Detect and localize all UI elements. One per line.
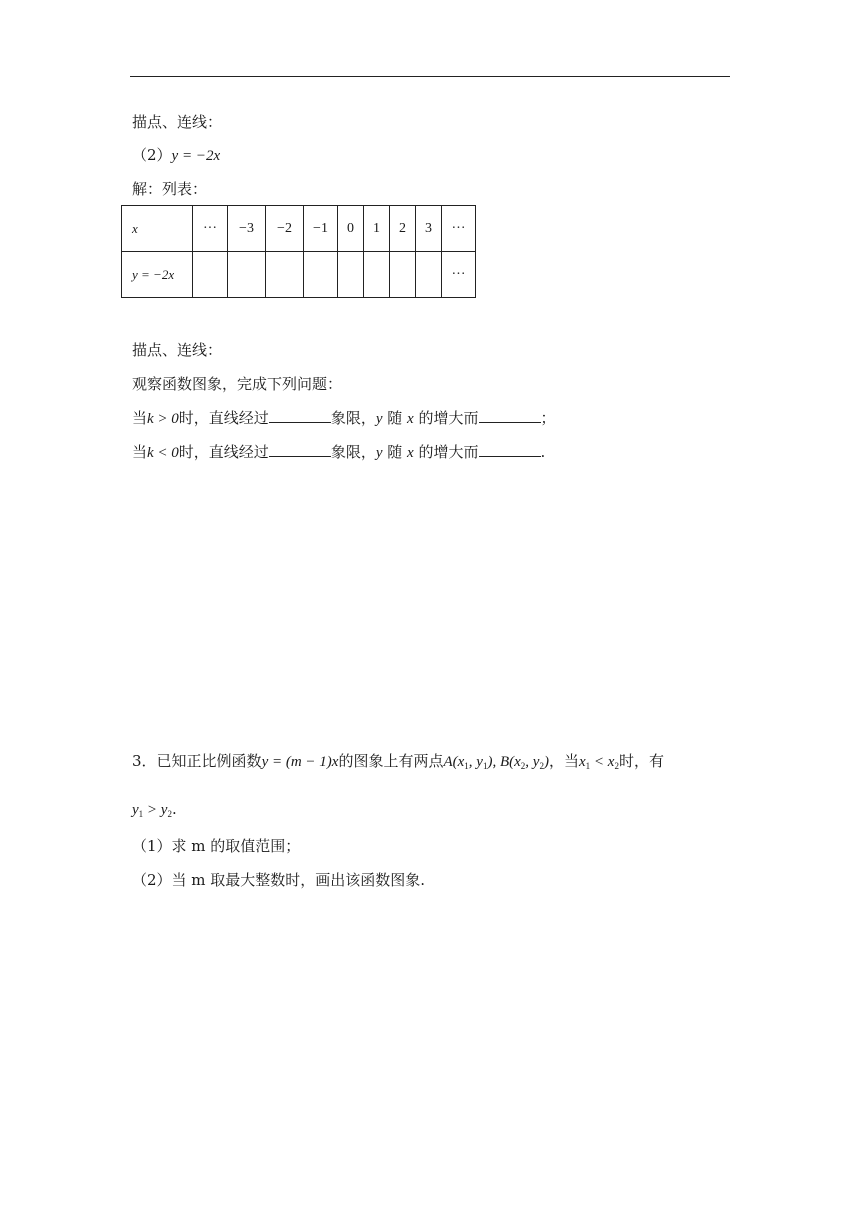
table-cell-empty bbox=[390, 252, 416, 298]
text: 的增大而 bbox=[413, 409, 479, 427]
point-b bbox=[492, 754, 549, 770]
answer-blank-quadrant[interactable] bbox=[269, 442, 331, 457]
var-y: y bbox=[375, 411, 383, 427]
subscript: 2 bbox=[539, 761, 544, 771]
text: 随 bbox=[382, 443, 408, 461]
text: . bbox=[171, 800, 177, 818]
text: , y bbox=[468, 754, 483, 770]
text: < x bbox=[590, 754, 615, 770]
table-cell: 3 bbox=[416, 206, 442, 252]
text: > y bbox=[143, 802, 168, 818]
subscript: 1 bbox=[138, 809, 144, 819]
problem-3-question-2: （2）当 m 取最大整数时，画出该函数图象. bbox=[132, 871, 426, 889]
plot-connect-label-2: 描点、连线： bbox=[132, 341, 223, 359]
var-x: x bbox=[407, 411, 414, 427]
table-cell: 1 bbox=[364, 206, 390, 252]
item-2-function: y = −2x bbox=[171, 148, 221, 164]
text: ) bbox=[543, 754, 549, 770]
observe-prompt: 观察函数图象，完成下列问题： bbox=[132, 375, 343, 393]
point-a bbox=[443, 754, 492, 770]
var-y: y bbox=[375, 445, 383, 461]
subscript: 2 bbox=[614, 761, 619, 771]
item-2-prefix: （2） bbox=[132, 146, 172, 164]
text: . bbox=[540, 443, 546, 461]
text: 已知正比例函数 bbox=[156, 752, 262, 770]
subscript: 2 bbox=[520, 761, 526, 771]
table-cell: 0 bbox=[338, 206, 364, 252]
plot-connect-label-1: 描点、连线： bbox=[132, 113, 223, 131]
text: 的图象上有两点 bbox=[338, 752, 444, 770]
text: 当 bbox=[132, 443, 148, 461]
subscript: 1 bbox=[482, 761, 488, 771]
text: , B(x bbox=[492, 754, 521, 770]
text: 时，直线经过 bbox=[178, 443, 269, 461]
value-table bbox=[121, 205, 476, 298]
text: 时，直线经过 bbox=[178, 409, 269, 427]
table-row-y bbox=[122, 252, 476, 298]
table-row-x bbox=[122, 206, 476, 252]
text: ； bbox=[540, 409, 556, 427]
text: ) bbox=[487, 754, 493, 770]
table-cell: ··· bbox=[193, 206, 228, 252]
text: 随 bbox=[382, 409, 408, 427]
text: 当 bbox=[132, 409, 148, 427]
table-cell-empty bbox=[364, 252, 390, 298]
answer-blank-quadrant[interactable] bbox=[269, 408, 331, 423]
x-condition bbox=[579, 754, 619, 770]
item-2-heading bbox=[132, 145, 220, 166]
table-header-x: x bbox=[122, 206, 193, 252]
y-condition bbox=[132, 802, 172, 818]
var-x: x bbox=[407, 445, 414, 461]
problem-3-statement bbox=[132, 751, 664, 776]
text: 象限， bbox=[330, 443, 376, 461]
text: 的增大而 bbox=[413, 443, 479, 461]
answer-blank-trend[interactable] bbox=[479, 408, 541, 423]
table-cell: ··· bbox=[442, 252, 476, 298]
table-cell-empty bbox=[304, 252, 338, 298]
table-cell: −1 bbox=[304, 206, 338, 252]
header-rule bbox=[130, 76, 730, 77]
solution-label: 解：列表： bbox=[132, 180, 208, 198]
problem-3-question-1: （1）求 m 的取值范围； bbox=[132, 837, 301, 855]
table-header-y: y = −2x bbox=[122, 252, 193, 298]
table-cell-empty bbox=[193, 252, 228, 298]
problem-number: 3． bbox=[132, 752, 157, 770]
text: 时，有 bbox=[618, 752, 664, 770]
text: , y bbox=[525, 754, 540, 770]
k-positive-condition: k > 0 bbox=[147, 411, 179, 427]
text: A(x bbox=[443, 754, 465, 770]
text: y bbox=[132, 802, 139, 818]
text: x bbox=[578, 754, 586, 770]
table-cell: 2 bbox=[390, 206, 416, 252]
fill-line-k-negative bbox=[132, 442, 545, 463]
subscript: 2 bbox=[167, 809, 172, 819]
table-cell: −2 bbox=[266, 206, 304, 252]
k-negative-condition: k < 0 bbox=[147, 445, 179, 461]
table-cell-empty bbox=[266, 252, 304, 298]
table-cell-empty bbox=[228, 252, 266, 298]
answer-blank-trend[interactable] bbox=[479, 442, 541, 457]
table-cell: ··· bbox=[442, 206, 476, 252]
subscript: 1 bbox=[464, 761, 469, 771]
function-expression: y = (m − 1)x bbox=[261, 754, 339, 770]
table-cell-empty bbox=[416, 252, 442, 298]
fill-line-k-positive bbox=[132, 408, 556, 429]
subscript: 1 bbox=[585, 761, 591, 771]
text: ，当 bbox=[548, 752, 579, 770]
table-cell-empty bbox=[338, 252, 364, 298]
table-cell: −3 bbox=[228, 206, 266, 252]
problem-3-conclusion bbox=[132, 799, 177, 824]
text: 象限， bbox=[330, 409, 376, 427]
